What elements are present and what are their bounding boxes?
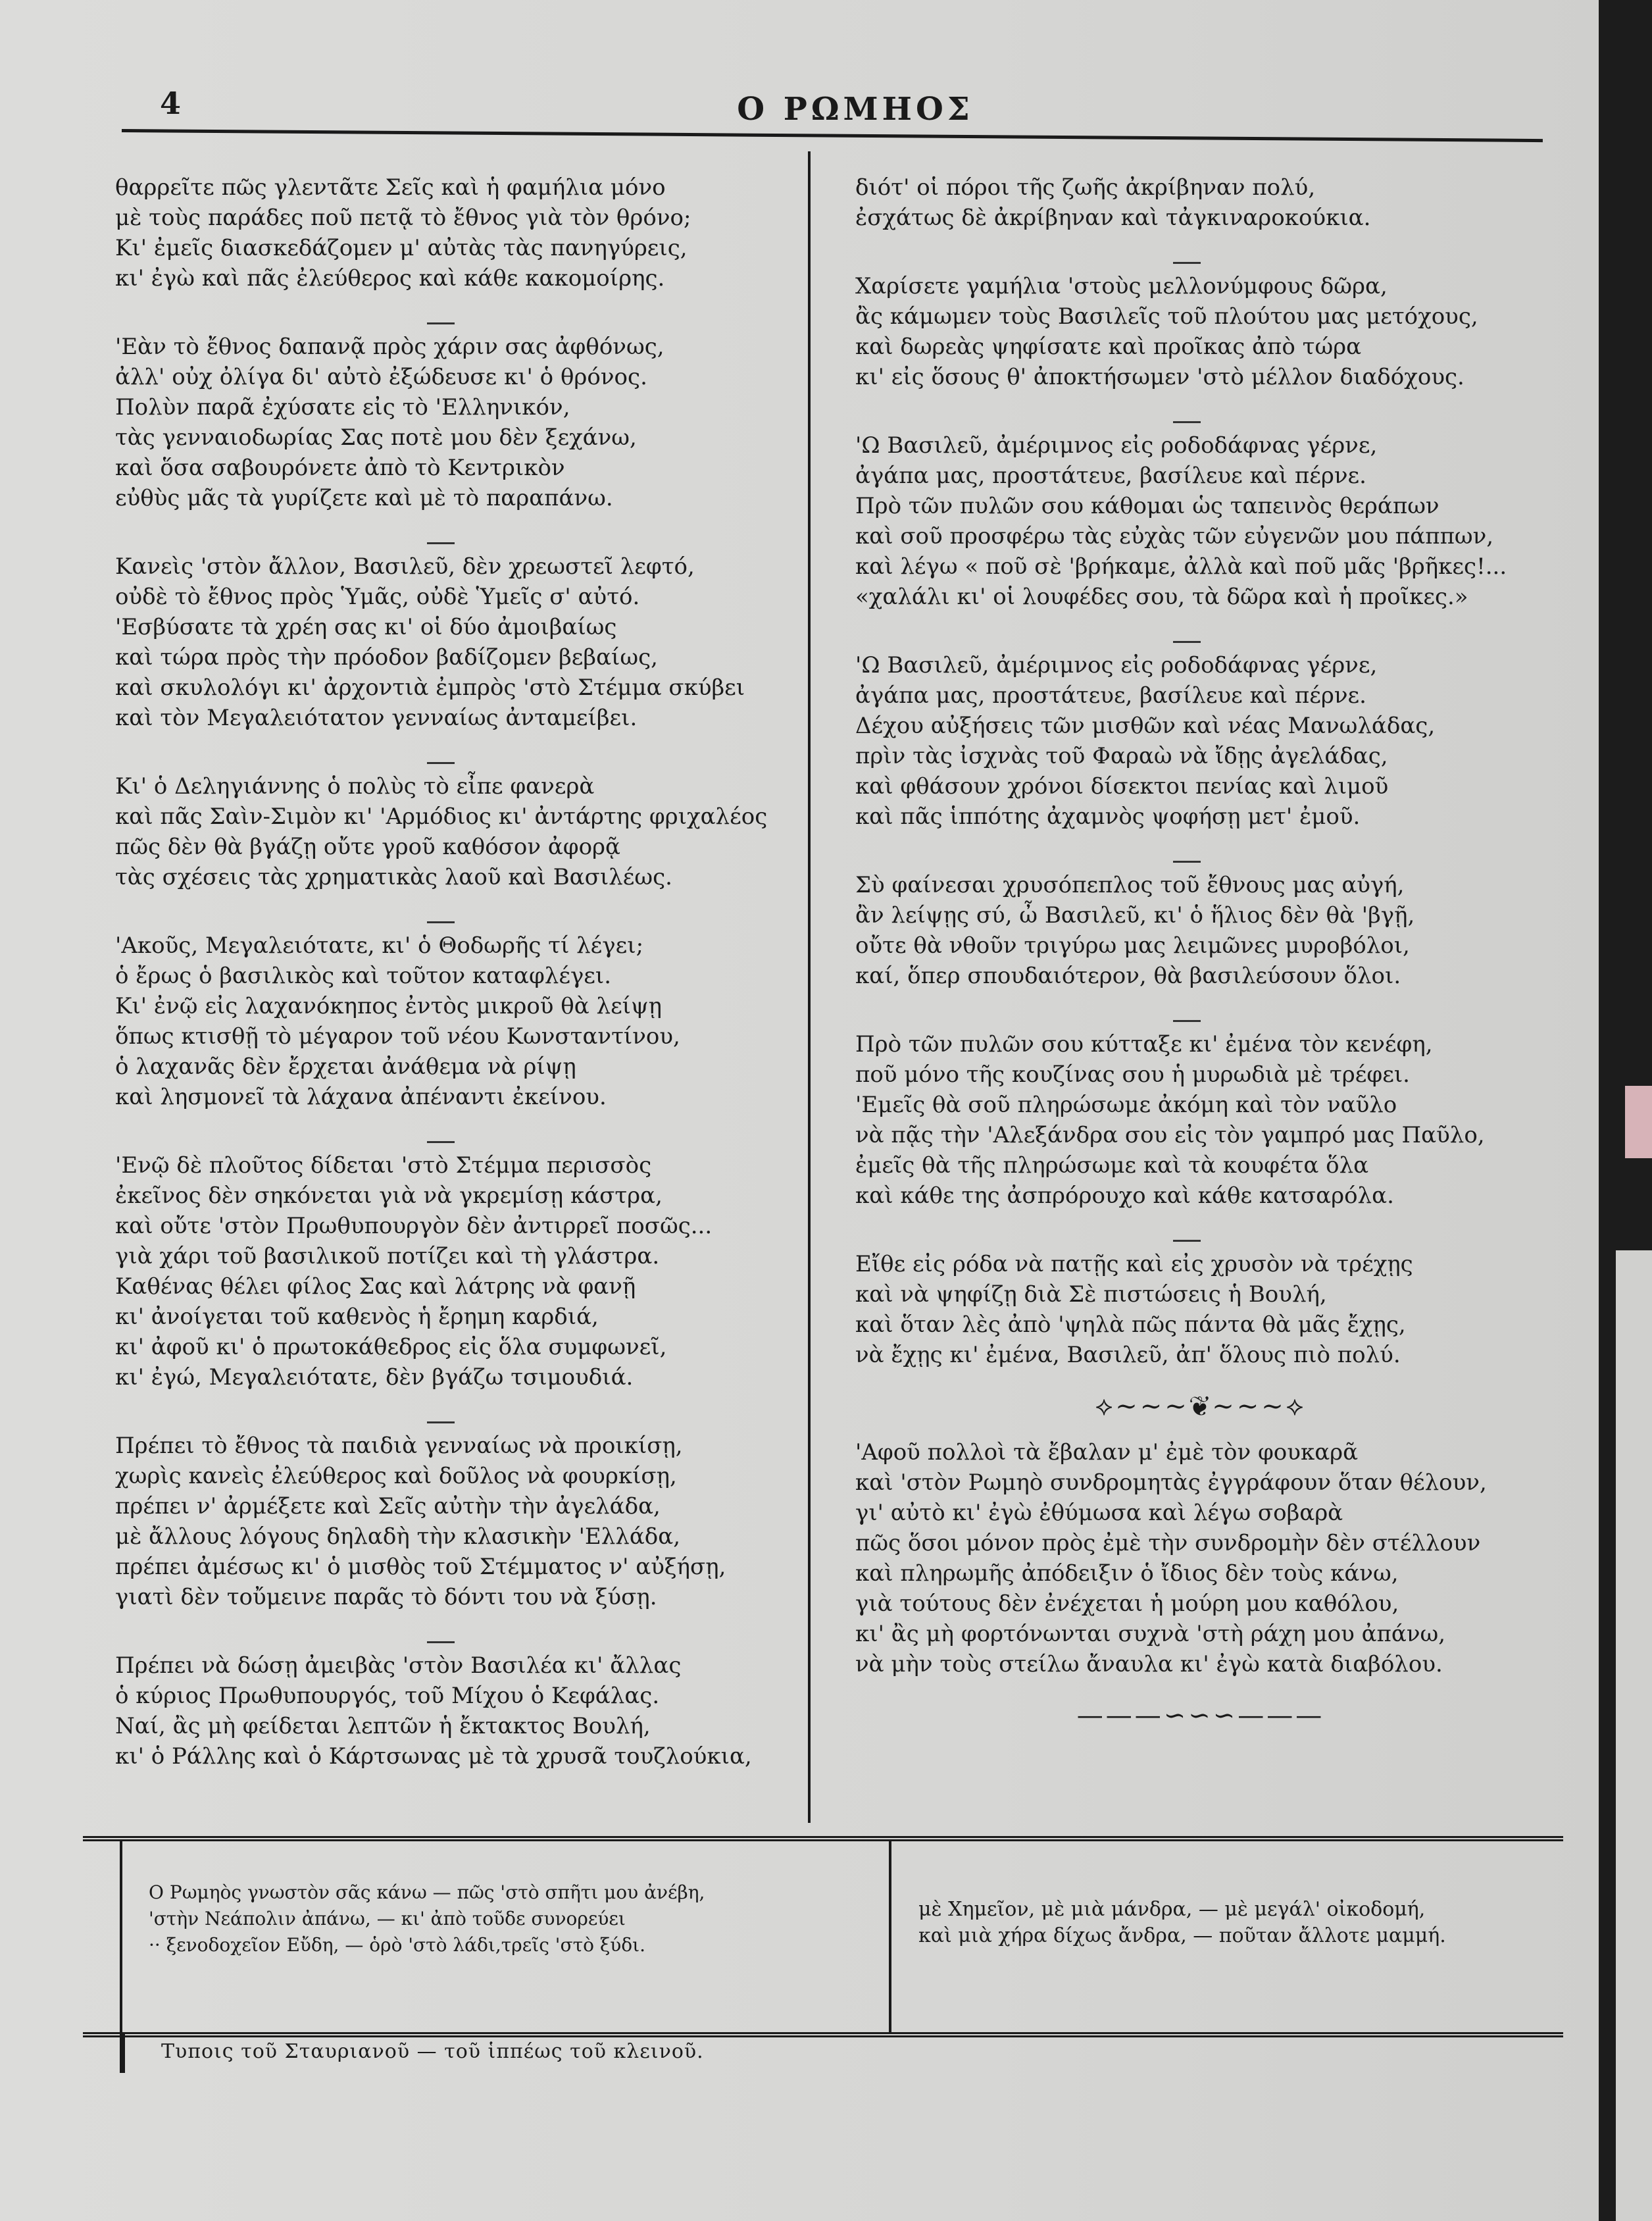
verse-line: 'Εὰν τὸ ἔθνος δαπανᾷ πρὸς χάριν σας ἀφθόνως, [115,334,664,360]
verse-line: Σὺ φαίνεσαι χρυσόπεπλος τοῦ ἔθνους μας αὐγή, [855,872,1405,898]
stanza-separator [855,413,1546,430]
verse-line: πρέπει ν' ἀρμέξετε καὶ Σεῖς αὐτὴν τὴν ἀγελάδα, [115,1493,661,1519]
verse-line: καὶ τώρα πρὸς τὴν πρόοδον βαδίζομεν βεβαίως, [115,644,658,671]
verse-line: Ναί, ἂς μὴ φείδεται λεπτῶν ἡ ἔκτακτος Βουλή, [115,1713,651,1739]
verse-line: 'Ω Βασιλεῦ, ἀμέριμνος εἰς ροδοδάφνας γέρνε, [855,652,1378,678]
stanza-separator [115,315,793,332]
verse-line: διότ' οἱ πόροι τῆς ζωῆς ἀκρίβηναν πολύ, [855,174,1316,201]
verse-line: νὰ πᾷς τὴν 'Αλεξάνδρα σου εἰς τὸν γαμπρό μας Παῦλο, [855,1122,1485,1148]
rebus-left [149,1879,872,1958]
verse-line: κι' ἀφοῦ κι' ὁ πρωτοκάθεδρος εἰς ὅλα συμφωνεῖ, [115,1334,667,1360]
verse-line: ποῦ μόνο τῆς κουζίνας σου ἡ μυρωδιὰ μὲ τρέφει. [855,1061,1410,1088]
verse-line: ἐκεῖνος δὲν σηκόνεται γιὰ νὰ γκρεμίσῃ κάστρα, [115,1183,663,1209]
stanza-separator [115,534,793,551]
verse-line: κι' ἀνοίγεται τοῦ καθενὸς ἡ ἔρημη καρδιά, [115,1304,599,1330]
verse-line: ἀγάπα μας, προστάτευε, βασίλευε καὶ πέρνε. [855,463,1366,489]
verse-line: πρὶν τὰς ἰσχνὰς τοῦ Φαραὼ νὰ ἴδῃς ἀγελάδας, [855,743,1388,769]
verse-line: Κανεὶς 'στὸν ἄλλον, Βασιλεῦ, δὲν χρεωστεῖ λεφτό, [115,553,695,580]
verse-line: οὐδὲ τὸ ἔθνος πρὸς Ὑμᾶς, οὐδὲ Ὑμεῖς σ' αὐτό. [115,584,640,610]
right-column [855,172,1546,1747]
verse-line: οὔτε θὰ νθοῦν τριγύρω μας λειμῶνες μυροβόλοι, [855,932,1410,959]
binding-edge [1599,0,1652,2221]
rebus-line: καὶ μιὰ χήρα δίχως ἄνδρα, — ποῦταν ἄλλοτε μαμμή. [918,1924,1446,1947]
footer-left-bar [120,2033,125,2073]
stanza [855,1029,1546,1211]
stanza [115,1650,793,1772]
verse-line: μὲ τοὺς παράδες ποῦ πετᾷ τὸ ἔθνος γιὰ τὸν θρόνο; [115,205,691,231]
verse-line: 'Εμεῖς θὰ σοῦ πληρώσωμε ἀκόμη καὶ τὸν ναῦλο [855,1092,1397,1118]
verse-line: θαρρεῖτε πῶς γλεντᾶτε Σεῖς καὶ ἡ φαμήλια μόνο [115,174,666,201]
rebus-line: 'στὴν Νεάπολιν ἀπάνω, — κι' ἀπὸ τοῦδε συνορεύει [149,1908,626,1929]
verse-line: γιατὶ δὲν τοὔμεινε παρᾶς τὸ δόντι του νὰ ξύσῃ. [115,1584,657,1610]
stanza [115,931,793,1112]
stanza [855,650,1546,832]
verse-line: εὐθὺς μᾶς τὰ γυρίζετε καὶ μὲ τὸ παραπάνω. [115,485,613,511]
verse-line: Πρὸ τῶν πυλῶν σου κύτταξε κι' ἐμένα τὸν κενέφη, [855,1031,1433,1058]
stanza-separator [115,754,793,771]
verse-line: «χαλάλι κι' οἱ λουφέδες σου, τὰ δῶρα καὶ ἡ προῖκες.» [855,584,1468,610]
verse-line: καὶ κάθε της ἀσπρόρουχο καὶ κάθε κατσαρόλα. [855,1183,1394,1209]
rebus-line: Ο Ρωμηὸς γνωστὸν σᾶς κάνω — πῶς 'στὸ σπῆτι μου ἀνέβη, [149,1881,705,1903]
rebus-line: μὲ Χημεῖον, μὲ μιὰ μάνδρα, — μὲ μεγάλ' οἰκοδομή, [918,1898,1426,1921]
stanza [115,1431,793,1612]
verse-line: ἐμεῖς θὰ τῆς πληρώσωμε καὶ τὰ κουφέτα ὅλα [855,1152,1369,1179]
verse-line: ὁ κύριος Πρωθυπουργός, τοῦ Μίχου ὁ Κεφάλας. [115,1683,660,1709]
verse-line: ὁ ἔρως ὁ βασιλικὸς καὶ τοῦτον καταφλέγει. [115,963,612,989]
verse-line: ἂν λείψῃς σύ, ὦ Βασιλεῦ, κι' ὁ ἥλιος δὲν θὰ 'βγῇ, [855,902,1415,929]
stanza-separator [115,1133,793,1150]
rebus-line: ·· ξενοδοχεῖον Εὔδη, — ὁρὸ 'στὸ λάδι,τρεῖς 'στὸ ξύδι. [149,1934,646,1956]
left-column [115,172,793,1793]
stanza-separator [855,1012,1546,1029]
verse-line: καί, ὅπερ σπουδαιότερον, θὰ βασιλεύσουν ὅλοι. [855,963,1401,989]
rebus-right [918,1897,1550,1949]
verse-line: χωρὶς κανεὶς ἐλεύθερος καὶ δοῦλος νὰ φουρκίσῃ, [115,1463,677,1489]
notice-line: πῶς ὅσοι μόνον πρὸς ἐμὲ τὴν συνδρομὴν δὲν στέλλουν [855,1530,1481,1556]
notice-line: γι' αὐτὸ κι' ἐγὼ ἐθύμωσα καὶ λέγω σοβαρὰ [855,1500,1343,1526]
stanza-separator [855,853,1546,870]
stanza [115,172,793,294]
stanza-separator [855,633,1546,650]
verse-line: ὅπως κτισθῇ τὸ μέγαρον τοῦ νέου Κωνσταντίνου, [115,1023,680,1050]
verse-line: Δέχου αὐξήσεις τῶν μισθῶν καὶ νέας Μανωλάδας, [855,713,1436,739]
verse-line: Κι' ἐμεῖς διασκεδάζομεν μ' αὐτὰς τὰς πανηγύρεις, [115,235,688,261]
verse-line: Πρέπει νὰ δώσῃ ἀμειβὰς 'στὸν Βασιλέα κι' ἄλλας [115,1652,682,1679]
verse-line: καὶ λησμονεῖ τὰ λάχανα ἀπέναντι ἐκείνου. [115,1084,607,1110]
bottom-rebus-box [83,1836,1563,2037]
verse-line: Κι' ὁ Δεληγιάννης ὁ πολὺς τὸ εἶπε φανερὰ [115,773,595,800]
color-tab [1625,1086,1652,1158]
verse-line: κι' ἐγὼ καὶ πᾶς ἐλεύθερος καὶ κάθε κακομοίρης. [115,265,665,292]
verse-line: τὰς γενναιοδωρίας Σας ποτὲ μου δὲν ξεχάνω, [115,424,637,451]
verse-line: κι' ὁ Ράλλης καὶ ὁ Κάρτσωνας μὲ τὰ χρυσᾶ τουζλούκια, [115,1743,752,1770]
verse-line: ὁ λαχανᾶς δὲν ἔρχεται ἀνάθεμα νὰ ρίψῃ [115,1054,576,1080]
verse-line: ἀγάπα μας, προστάτευε, βασίλευε καὶ πέρνε. [855,682,1366,709]
verse-line: Καθένας θέλει φίλος Σας καὶ λάτρης νὰ φανῇ [115,1273,636,1300]
stanza-separator [115,1633,793,1650]
stanza-separator [855,1232,1546,1249]
notice-line: καὶ 'στὸν Ρωμηὸ συνδρομητὰς ἐγγράφουν ὅταν θέλουν, [855,1469,1487,1496]
verse-line: νὰ ἔχῃς κι' ἐμένα, Βασιλεῦ, ἀπ' ὅλους πιὸ πολύ. [855,1342,1401,1368]
stanza [855,870,1546,991]
verse-line: πῶς δὲν θὰ βγάζῃ οὔτε γροῦ καθόσον ἀφορᾷ [115,834,621,860]
verse-line: Πρὸ τῶν πυλῶν σου κάθομαι ὡς ταπεινὸς θεράπων [855,493,1439,519]
verse-line: 'Ακοῦς, Μεγαλειότατε, κι' ὁ Θοδωρῆς τί λέγει; [115,932,644,959]
notice-line: 'Αφοῦ πολλοὶ τὰ ἔβαλαν μ' ἐμὲ τὸν φουκαρᾶ [855,1439,1359,1466]
stanza-separator [115,913,793,931]
verse-line: τὰς σχέσεις τὰς χρηματικὰς λαοῦ καὶ Βασιλέως. [115,864,672,890]
notice-line: κι' ἂς μὴ φορτόνωνται συχνὰ 'στὴ ράχη μου ἀπάνω, [855,1621,1446,1647]
notice-line: καὶ πληρωμῆς ἀπόδειξιν ὁ ἴδιος δὲν τοὺς κάνω, [855,1560,1399,1587]
verse-line: γιὰ χάρι τοῦ βασιλικοῦ ποτίζει καὶ τὴ γλάστρα. [115,1243,660,1269]
verse-line: ἐσχάτως δὲ ἀκρίβηναν καὶ τἀγκιναροκούκια. [855,205,1371,231]
verse-line: 'Ω Βασιλεῦ, ἀμέριμνος εἰς ροδοδάφνας γέρνε, [855,432,1378,459]
next-page-edge [1616,1250,1652,2221]
verse-line: καὶ τὸν Μεγαλειότατον γενναίως ἀνταμείβει. [115,705,638,731]
verse-line: Πρέπει τὸ ἔθνος τὰ παιδιὰ γενναίως νὰ προικίσῃ, [115,1433,683,1459]
stanza [115,551,793,733]
verse-line: καὶ φθάσουν χρόνοι δίσεκτοι πενίας καὶ λιμοῦ [855,773,1389,800]
verse-line: καὶ ὅταν λὲς ἀπὸ 'ψηλὰ πῶς πάντα θὰ μᾶς ἔχῃς, [855,1312,1406,1338]
stanza [855,271,1546,392]
stanza [115,1150,793,1392]
stanza [855,430,1546,612]
page-number: 4 [160,86,182,121]
verse-line: πρέπει ἀμέσως κι' ὁ μισθὸς τοῦ Στέμματος ν' αὐξήσῃ, [115,1554,726,1580]
subscription-notice [855,1437,1546,1679]
verse-line: Κι' ἐνῷ εἰς λαχανόκηπος ἐντὸς μικροῦ θὰ λείψῃ [115,993,663,1019]
ornament-tail: ———∽∽∽——— [1076,1700,1325,1731]
verse-line: κι' ἐγώ, Μεγαλειότατε, δὲν βγάζω τσιμουδιά. [115,1364,634,1391]
verse-line: Χαρίσετε γαμήλια 'στοὺς μελλονύμφους δῶρα, [855,273,1388,299]
verse-line: ἀλλ' οὐχ ὀλίγα δι' αὐτὸ ἐξώδευσε κι' ὁ θρόνος. [115,364,647,390]
verse-line: 'Ενῷ δὲ πλοῦτος δίδεται 'στὸ Στέμμα περισσὸς [115,1152,652,1179]
column-divider [808,151,811,1823]
stanza [115,332,793,513]
verse-line: καὶ λέγω « ποῦ σὲ 'βρήκαμε, ἀλλὰ καὶ ποῦ μᾶς 'βρῆκες!... [855,553,1507,580]
verse-line: καὶ δωρεὰς ψηφίσατε καὶ προῖκας ἀπὸ τώρα [855,334,1362,360]
notice-line: νὰ μὴν τοὺς στείλω ἄναυλα κι' ἐγὼ κατὰ διαβόλου. [855,1651,1443,1677]
notice-line: γιὰ τούτους δὲν ἐνέχεται ἡ μούρη μου καθόλου, [855,1591,1399,1617]
verse-line: καὶ ὅσα σαβουρόνετε ἀπὸ τὸ Κεντρικὸν [115,455,565,481]
stanza-separator [855,254,1546,271]
verse-line: ἂς κάμωμεν τοὺς Βασιλεῖς τοῦ πλούτου μας μετόχους, [855,303,1478,330]
verse-line: καὶ πᾶς ἱππότης ἀχαμνὸς ψοφήσῃ μετ' ἐμοῦ. [855,804,1361,830]
stanza [115,771,793,892]
stanza-separator [115,1414,793,1431]
stanza [855,1249,1546,1370]
verse-line: μὲ ἄλλους λόγους δηλαδὴ τὴν κλασικὴν 'Ελλάδα, [115,1523,681,1550]
masthead-title: Ο ΡΩΜΗΟΣ [737,91,974,128]
stanza [855,172,1546,233]
printer-footer: Τυποις τοῦ Σταυριανοῦ — τοῦ ἱππέως τοῦ κλεινοῦ. [161,2040,704,2063]
verse-line: Πολὺν παρᾶ ἐχύσατε εἰς τὸ 'Ελληνικόν, [115,394,570,421]
verse-line: Εἴθε εἰς ρόδα νὰ πατῇς καὶ εἰς χρυσὸν νὰ τρέχῃς [855,1251,1413,1277]
box-middle-rule [889,1841,891,2032]
verse-line: καὶ σκυλολόγι κι' ἀρχοντιὰ ἐμπρὸς 'στὸ Στέμμα σκύβει [115,675,745,701]
verse-line: 'Εσβύσατε τὰ χρέη σας κι' οἱ δύο ἀμοιβαίως [115,614,617,640]
box-left-rule [120,1841,122,2032]
verse-line: καὶ οὔτε 'στὸν Πρωθυπουργὸν δὲν ἀντιρρεῖ ποσῶς... [115,1213,713,1239]
verse-line: κι' εἰς ὅσους θ' ἀποκτήσωμεν 'στὸ μέλλον διαδόχους. [855,364,1464,390]
verse-line: καὶ νὰ ψηφίζῃ διὰ Σὲ πιστώσεις ἡ Βουλή, [855,1281,1327,1308]
verse-line: καὶ πᾶς Σαὶν-Σιμὸν κι' 'Αρμόδιος κι' ἀντάρτης φριχαλέος [115,804,768,830]
ornament-divider: ⟡~~~❦~~~⟡ [1095,1391,1307,1421]
verse-line: καὶ σοῦ προσφέρω τὰς εὐχὰς τῶν εὐγενῶν μου πάππων, [855,523,1494,549]
